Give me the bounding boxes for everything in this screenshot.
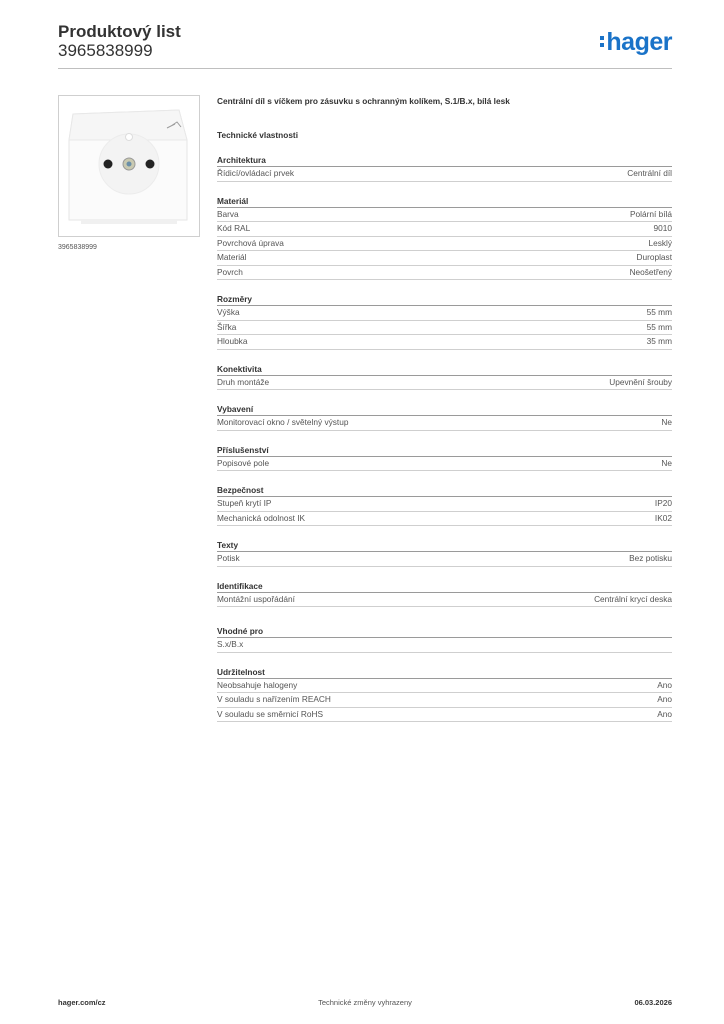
group-title: Architektura: [217, 154, 672, 167]
header-divider: [58, 68, 672, 69]
spec-label: Šířka: [217, 321, 237, 332]
logo-colon-icon: [600, 35, 604, 49]
product-image: [58, 95, 200, 237]
group-vhodne-pro: [217, 625, 672, 653]
spec-label: Montážní uspořádání: [217, 593, 295, 604]
spec-value: Ano: [657, 679, 672, 690]
spec-row: [217, 222, 672, 237]
spec-label: Materiál: [217, 252, 247, 262]
group-identifikace: [217, 580, 672, 608]
spec-label: Neobsahuje halogeny: [217, 679, 298, 690]
image-caption: 3965838999: [58, 244, 97, 251]
spec-row: [217, 376, 672, 391]
group-title: Vhodné pro: [217, 625, 672, 638]
spec-row: [217, 321, 672, 336]
spec-label: Stupeň krytí IP: [217, 498, 272, 508]
spec-label: Výška: [217, 307, 240, 317]
spec-value: Polární bílá: [630, 208, 672, 219]
spec-value: Ne: [661, 457, 672, 468]
spec-row: [217, 416, 672, 431]
product-title: Centrální díl s víčkem pro zásuvku s ochranným kolíkem, S.1/B.x, bílá lesk: [217, 96, 510, 106]
spec-label: Hloubka: [217, 336, 248, 346]
spec-row: [217, 457, 672, 472]
spec-row: [217, 638, 672, 653]
spec-row: [217, 512, 672, 527]
group-title: Udržitelnost: [217, 666, 672, 679]
product-number: 3965838999: [58, 41, 153, 60]
spec-label: Barva: [217, 208, 239, 219]
footer-note: Technické změny vyhrazeny: [318, 998, 412, 1007]
group-title: Vybavení: [217, 403, 672, 416]
spec-value: IP20: [654, 498, 672, 508]
spec-value: Duroplast: [636, 252, 672, 262]
spec-row: [217, 266, 672, 281]
spec-row: [217, 251, 672, 266]
group-rozmery: [217, 293, 672, 350]
group-prislusenstvi: [217, 444, 672, 472]
spec-label: Popisové pole: [217, 457, 270, 468]
spec-label: Řídicí/ovládací prvek: [217, 168, 295, 178]
spec-row: [217, 497, 672, 512]
socket-outlet-image: [59, 96, 199, 236]
spec-label: Kód RAL: [217, 223, 251, 233]
spec-value: IK02: [654, 512, 672, 523]
spec-row: [217, 552, 672, 567]
spec-value: Centrální krycí deska: [594, 593, 672, 604]
group-texty: [217, 539, 672, 567]
footer-date: 06.03.2026: [634, 998, 672, 1007]
spec-value: Ne: [661, 417, 672, 427]
spec-label: Povrch: [217, 266, 243, 277]
page-header: [58, 22, 672, 68]
group-title: Příslušenství: [217, 444, 672, 457]
section-title: Technické vlastnosti: [217, 130, 298, 140]
spec-label: Druh montáže: [217, 376, 270, 387]
spec-label: V souladu s nařízením REACH: [217, 694, 331, 704]
group-title: Bezpečnost: [217, 484, 672, 497]
group-udrzitelnost: [217, 666, 672, 723]
spec-row: [217, 208, 672, 223]
spec-label: Povrchová úprava: [217, 237, 284, 248]
footer-website-link[interactable]: hager.com/cz: [58, 998, 106, 1007]
spec-label: V souladu se směrnicí RoHS: [217, 708, 324, 719]
spec-value: Upevnění šrouby: [609, 376, 672, 387]
spec-value: Ano: [657, 708, 672, 719]
spec-label: S.x/B.x: [217, 639, 244, 649]
spec-label: Monitorovací okno / světelný výstup: [217, 417, 349, 427]
spec-value: 55 mm: [646, 321, 672, 332]
spec-row: [217, 306, 672, 321]
group-vybaveni: [217, 403, 672, 431]
spec-label: Potisk: [217, 553, 240, 563]
spec-value: Centrální díl: [627, 168, 672, 178]
page-title: Produktový list: [58, 22, 181, 41]
group-title: Rozměry: [217, 293, 672, 306]
hager-logo[interactable]: [600, 28, 672, 57]
spec-row: [217, 693, 672, 708]
group-title: Konektivita: [217, 363, 672, 376]
group-architektura: [217, 154, 672, 182]
spec-value: Neošetřený: [629, 266, 672, 277]
group-konektivita: [217, 363, 672, 391]
spec-label: Mechanická odolnost IK: [217, 512, 306, 523]
spec-value: Ano: [657, 694, 672, 704]
spec-row: [217, 167, 672, 182]
logo-text: hager: [606, 28, 672, 56]
spec-row: [217, 593, 672, 608]
spec-row: [217, 237, 672, 252]
spec-row: [217, 335, 672, 350]
group-title: Identifikace: [217, 580, 672, 593]
group-title: Texty: [217, 539, 672, 552]
spec-value: 35 mm: [646, 336, 672, 346]
spec-content: [217, 94, 672, 722]
spec-value: 55 mm: [646, 307, 672, 317]
group-bezpecnost: [217, 484, 672, 526]
spec-value: 9010: [653, 223, 672, 233]
spec-row: [217, 708, 672, 723]
group-title: Materiál: [217, 195, 672, 208]
group-material: [217, 195, 672, 281]
spec-value: Lesklý: [648, 237, 672, 248]
spec-row: [217, 679, 672, 694]
spec-value: Bez potisku: [629, 553, 672, 563]
